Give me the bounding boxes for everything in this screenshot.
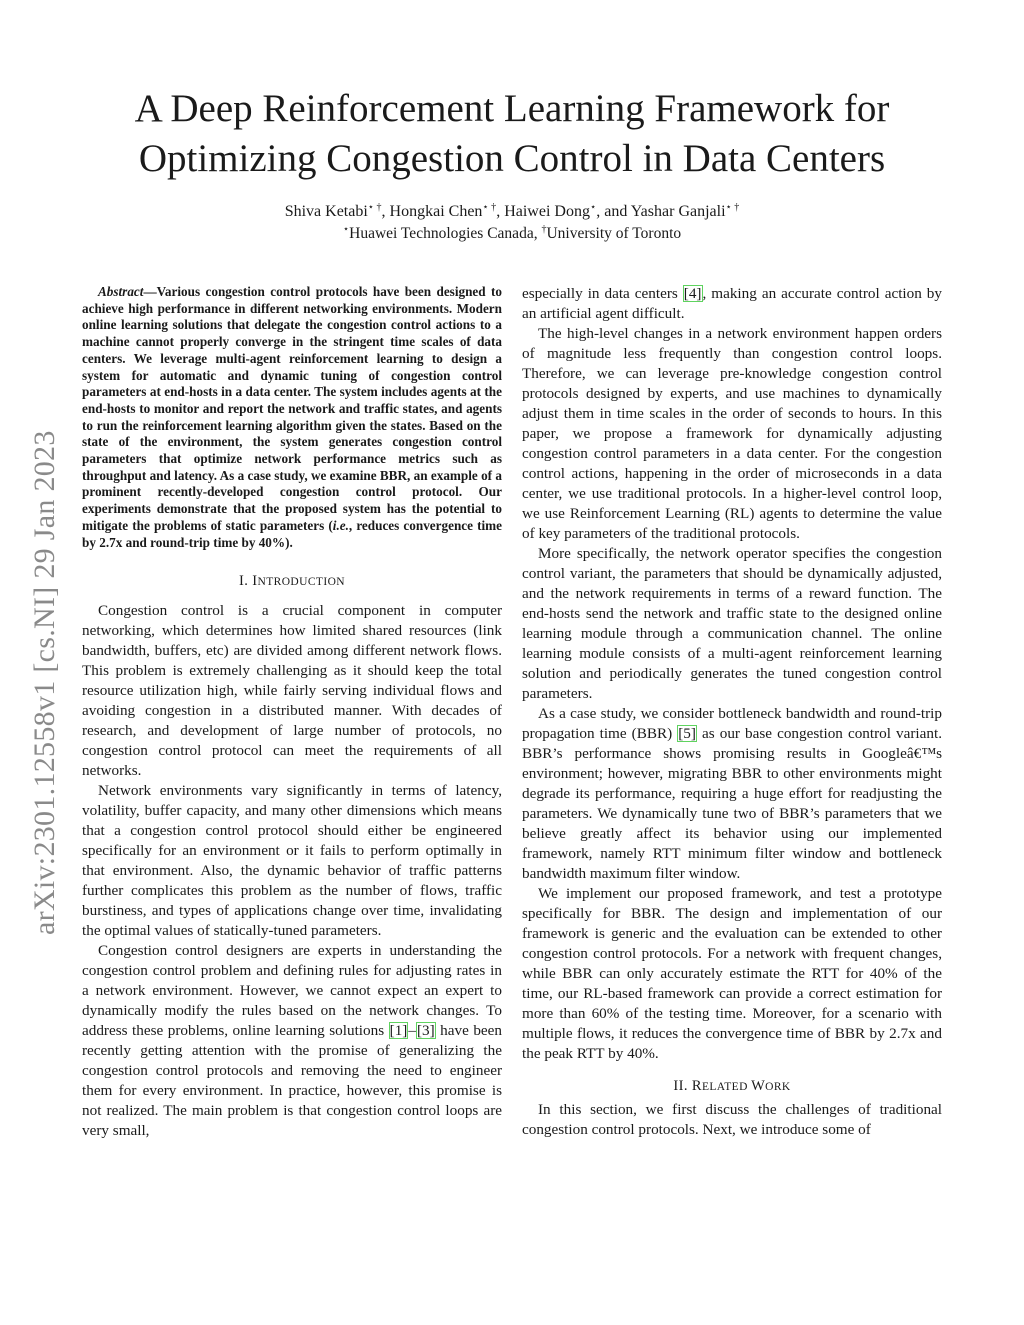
right-column — [522, 284, 942, 1140]
related-first-1: R — [691, 1078, 702, 1094]
intro-paragraph-2: Network environments vary significantly in terms of latency, volatility, buffer capacity, and many other dimensions which means that a congestion control protocol should either be engineered specifically for an environment or it fails to perform optimally in that environment. Also, the dynamic behavior of traffic patterns further complicates this problem as the number of flows, traffic burstiness, and types of applications change over time, invalidating the optimal values of statically-tuned parameters. — [82, 782, 502, 940]
section-heading-introduction — [82, 571, 502, 591]
title-line-1: A Deep Reinforcement Learning Framework for — [134, 87, 890, 130]
intro-rest: NTRODUCTION — [257, 576, 345, 589]
author-3-mark: ⋆ — [589, 202, 597, 213]
related-num: II. — [673, 1078, 692, 1094]
intro-num: I. — [239, 573, 253, 590]
intro-first: I — [252, 573, 258, 590]
citation-link-5[interactable]: [5] — [678, 725, 696, 742]
intro-paragraph-1: Congestion control is a crucial component in computer networking, which determines how limited shared resources (link bandwidth, buffers, etc) are divided among different network flows. This problem is extremely challenging as it should keep the total resource utilization high, while fairly serving individual flows and avoiding congestion in a distributed manner. With decades of research, and development of large number of protocols, no congestion control protocol can meet the requirements of all networks. — [82, 602, 502, 780]
section-heading-related-work — [522, 1076, 942, 1096]
author-4-mark: ⋆ † — [725, 202, 740, 213]
right-paragraph-3 — [522, 704, 942, 884]
abstract-ie: i.e. — [332, 517, 349, 533]
citation-link-3[interactable]: [3] — [416, 1022, 435, 1040]
abstract-text-1: Various congestion control protocols have been designed to achieve high performance in different networking environments. Modern online learning solutions that delegate the congestion control actions to a machine cannot properly converge in the stringent time scales of data centers. We leverage multi-agent reinforcement learning to design a system for automatic and dynamic tuning of congestion control parameters at end-hosts in a data center. The system includes agents at the end-hosts to monitor and report the network and traffic states, and agents to run the reinforcement learning algorithm given the states. Based on the state of the environment, the system generates congestion control parameters that optimize network performance metrics such as throughput and latency. As a case study, we examine BBR, an example of a prominent recently-developed congestion control protocol. Our experiments demonstrate that the proposed system has the potential to mitigate the problems of static parameters ( — [82, 284, 502, 533]
intro-p3-text-b: have been recently getting attention with the promise of generalizing the congestion control protocols and removing the need to engineer them for every environment. In practice, however, this promise is not realized. The main problem is that congestion control loops are very small, — [82, 1022, 503, 1140]
left-column — [82, 284, 502, 1141]
abstract-lead: Abstract — [98, 284, 144, 299]
right-p0-text-a: especially in data centers — [522, 285, 683, 302]
arxiv-identifier: arXiv:2301.12558v1 [cs.NI] 29 Jan 2023 — [28, 430, 61, 935]
citation-link-4[interactable]: [4] — [683, 285, 702, 302]
citation-link-1[interactable]: [1] — [389, 1022, 408, 1040]
right-p3-text-b: as our base congestion control variant. BBR’s performance shows promising results in Googleâ€™s environment; however, migrating BBR to other environments might degrade its performance, requiring a huge effort for readjusting the parameters. We dynamically tune two of BBR’s parameters that we believe greatly affect its behavior using our implemented framework, namely RTT minimum filter window and bottleneck bandwidth maximum filter window. — [522, 725, 942, 882]
affiliation-mark-2: † — [541, 224, 547, 235]
right-paragraph-1: The high-level changes in a network environment happen orders of magnitude less frequently than congestion control loops. Therefore, we can leverage pre-knowledge congestion control protocols designed by experts, and use machines to dynamically adjust them in time scales in the order of seconds to hours. In this paper, we propose a framework for dynamically adjusting congestion control parameters in a data center. For the congestion control actions, happening in the order of microseconds in a data center, we use traditional protocols. In a higher-level control loop, we use Reinforcement Learning (RL) agents to determine the value of key parameters of the traditional protocols. — [522, 325, 942, 542]
right-p0-text-b: , making an accurate control action by an artificial agent difficult. — [522, 285, 942, 322]
citation-dash: – — [408, 1022, 416, 1040]
abstract-text-2: , reduces convergence time by 2.7x and round-trip time by 40%). — [82, 517, 502, 550]
intro-p3-text-a: Congestion control designers are experts in understanding the congestion control problem and defining rules for adjusting rates in a network environment. However, we cannot expect an expert to dynamically modify the rules based on the network changes. To address these problems, online learning solutions — [82, 942, 502, 1040]
author-3: , Haiwei Dong — [496, 203, 590, 220]
author-1: Shiva Ketabi — [284, 203, 368, 220]
abstract — [82, 284, 502, 551]
related-rest-2: ORK — [765, 1081, 791, 1093]
title-line-2: Optimizing Congestion Control in Data Centers — [138, 137, 886, 180]
author-2-mark: ⋆ † — [482, 202, 497, 213]
author-4: , and Yashar Ganjali — [596, 203, 726, 220]
intro-paragraph-3 — [82, 941, 502, 1141]
author-list — [60, 201, 964, 223]
related-rest-1: ELATED — [701, 1081, 752, 1093]
paper-title — [60, 84, 964, 184]
related-first-2: W — [751, 1078, 766, 1094]
right-paragraph-0 — [522, 284, 942, 324]
affiliations — [60, 224, 964, 244]
affiliation-1: Huawei Technologies Canada, — [349, 225, 542, 242]
author-2: , Hongkai Chen — [381, 203, 483, 220]
affiliation-2: University of Toronto — [546, 225, 682, 242]
related-paragraph-1: In this section, we first discuss the challenges of traditional congestion control protocols. Next, we introduce some of — [522, 1101, 942, 1138]
affiliation-mark-1: ⋆ — [342, 224, 350, 235]
right-p3-text-a: As a case study, we consider bottleneck bandwidth and round-trip propagation time (BBR) — [522, 705, 942, 742]
right-paragraph-4: We implement our proposed framework, and test a prototype specifically for BBR. The design and implementation of our framework is generic and the evaluation can be extended to other congestion control protocols. For a network with frequent changes, while BBR can only accurately estimate the RTT for 40% of the time, our RL-based framework can provide a correct estimation for more than 60% of the testing time. Moreover, for a scenario with multiple flows, it reduces the convergence time of BBR by 2.7x and the peak RTT by 40%. — [522, 885, 942, 1062]
abstract-dash: — — [143, 284, 157, 299]
author-1-mark: ⋆ † — [367, 202, 382, 213]
right-paragraph-2: More specifically, the network operator specifies the congestion control variant, the parameters that should be dynamically adjusted, and the network requirements in terms of a reward function. The end-hosts send the network and traffic state to the designed online learning module through a communication channel. The online learning module consists of a multi-agent reinforcement learning solution and periodically generates the tuned congestion control parameters. — [522, 545, 942, 702]
